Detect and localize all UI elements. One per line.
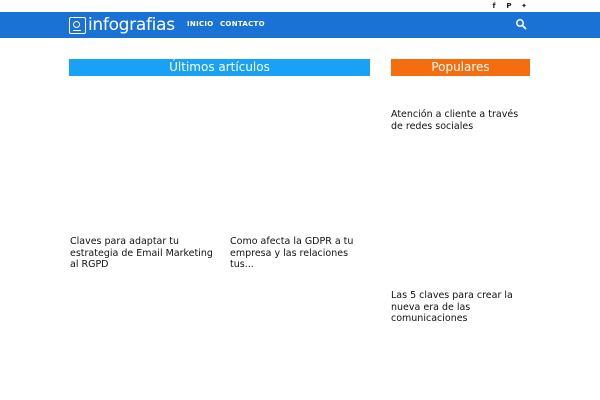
pinterest-icon[interactable]: P xyxy=(506,2,512,10)
latest-article-1-link[interactable]: Claves para adaptar tu estrategia de Email Marketing al RGPD xyxy=(70,236,213,270)
twitter-icon[interactable]: ✦ xyxy=(521,2,527,10)
top-bar xyxy=(0,0,600,12)
latest-articles-heading: Últimos artículos xyxy=(69,59,370,76)
presentation-icon xyxy=(69,17,86,34)
popular-article-1-link[interactable]: Atención a cliente a través de redes sociales xyxy=(391,109,519,132)
popular-heading: Populares xyxy=(391,59,530,76)
search-icon[interactable] xyxy=(515,18,527,30)
logo-text: infografias xyxy=(88,15,175,35)
latest-article-2-link[interactable]: Como afecta la GDPR a tu empresa y las relaciones tus... xyxy=(230,236,354,270)
nav-item-inicio[interactable]: INICIO xyxy=(187,20,214,28)
facebook-icon[interactable]: f xyxy=(492,2,496,10)
nav-item-contacto[interactable]: CONTACTO xyxy=(220,20,265,28)
popular-article-2-link[interactable]: Las 5 claves para crear la nueva era de las comunicaciones xyxy=(391,290,513,324)
site-logo[interactable] xyxy=(69,15,175,35)
